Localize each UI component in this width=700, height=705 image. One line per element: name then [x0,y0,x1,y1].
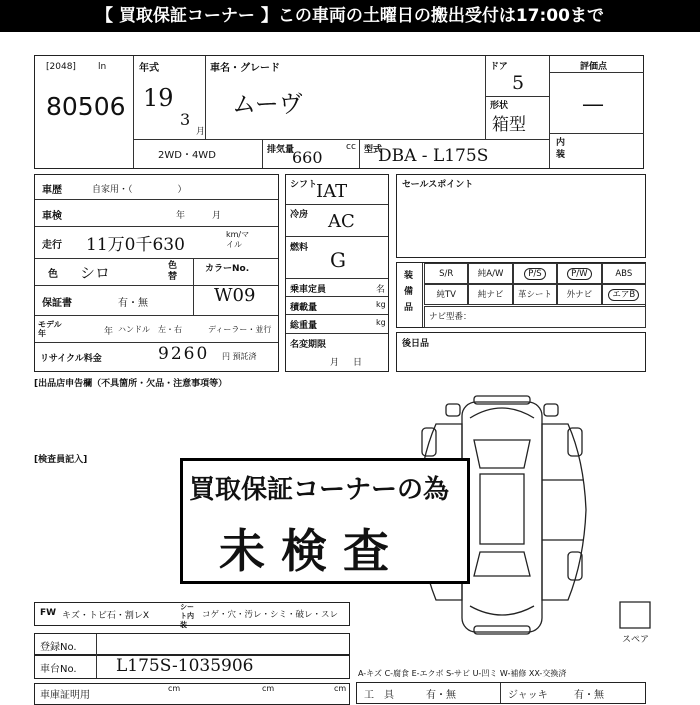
recycle-unit: 円 預託済 [222,352,257,361]
inspection-units: 年 月 [176,211,222,221]
cert-cm-3: cm [334,684,347,693]
displacement-label: 排気量 [267,145,295,155]
banner-notice: 【 買取保証コーナー 】この車両の土曜日の搬出受付は17:00まで [0,0,700,32]
lot-suffix: ln [98,62,107,72]
load-unit: kg [376,300,386,309]
navi-model-label: ナビ型番： [429,312,472,322]
recycle-value: 9260 [158,344,210,364]
sales-point-label: セールスポイント [402,180,474,190]
interior-label: 内装 [556,138,566,160]
mileage-label: 走行 [42,240,62,251]
equipment-label: 装備品 [404,271,414,313]
seat-label: シート内装 [180,603,194,629]
model-year-label: モデル年 [38,320,62,338]
car-body-outline [462,402,542,632]
dealer-label: ディーラー・並行 [208,325,272,334]
door-value: 5 [512,72,525,94]
colorno-value: W09 [214,285,256,306]
model-year-unit: 年 [104,327,114,337]
drive-label: 2WD・4WD [158,150,216,161]
transfer-label: 名変期限 [290,340,327,350]
year-label: 年式 [139,63,159,74]
month-unit: 月 [196,127,206,137]
chassis-label: 車台No. [40,664,77,675]
jack-label: ジャッキ [508,690,548,701]
front-bumper [474,396,530,404]
displacement-value: 660 [292,148,323,167]
tools-value: 有・無 [426,690,456,701]
warranty-value: 有・無 [118,298,148,309]
mileage-value: 11万0千630 [86,235,185,255]
car-hood [470,408,534,418]
equipment-item: 純TV [436,290,456,300]
cert-label: 車庫証明用 [40,690,90,701]
fuel-value: G [330,248,346,272]
door-label: ドア [490,62,508,72]
handle-label: ハンドル 左・右 [118,325,182,334]
equipment-item: 純A/W [477,269,504,279]
spare-tire-icon [620,602,650,628]
spare-label: スペア [622,635,650,645]
car-tailgate [470,606,534,615]
displacement-unit: cc [346,142,356,152]
model-value: DBA - L175S [378,146,489,166]
report-label: [出品店申告欄（不具箇所・欠品・注意事項等） [34,379,228,389]
equipment-item: 外ナビ [566,290,593,300]
car-name-value: ムーヴ [232,90,303,118]
rear-right-wheel [568,552,582,580]
car-right-side [542,424,586,600]
shape-label: 形状 [490,101,509,111]
later-items-label: 後日品 [402,339,430,349]
shift-label: シフト [290,180,318,190]
rear-bumper [474,626,530,634]
warranty-label: 保証書 [42,298,72,309]
chassis-value: L175S-1035906 [116,656,254,676]
shift-value: IAT [316,181,348,202]
color-value: シロ [80,264,111,282]
jack-value: 有・無 [574,690,604,701]
stamp-line-1: 買取保証コーナーの為 [189,475,450,505]
equipment-item: 純ナビ [477,290,504,300]
recycle-label: リサイクル料金 [40,354,102,364]
car-name-label: 車名・グレード [210,63,280,74]
transfer-unit: 月日 [330,358,377,368]
equipment-item: 革シート [517,290,552,300]
model-label: 型式 [364,145,383,155]
equipment-item: S/R [439,269,454,279]
weight-unit: kg [376,318,386,327]
car-windshield [474,440,530,468]
eval-label: 評価点 [580,62,608,72]
fw-label: FW [40,608,57,618]
color-change-label: 色替 [168,261,178,282]
tools-label: 工 具 [364,690,394,701]
equipment-item: P/W [567,268,591,280]
year-value: 19 [143,84,174,112]
seat-items: コゲ・穴・汚レ・シミ・破レ・スレ [202,610,339,620]
cert-cm-2: cm [262,684,275,693]
inspector-label: [検査員記入] [34,455,88,465]
capacity-unit: 名 [376,285,386,295]
eval-value: — [582,92,604,117]
registration-row [34,633,350,655]
equipment-item: エアB [608,289,639,301]
lot-number: 80506 [46,92,126,121]
left-mirror [446,404,460,416]
stamp-line-2: 未 検 査 [219,524,390,578]
shape-value: 箱型 [492,115,526,135]
car-rear-window [474,552,530,576]
cert-cm-1: cm [168,684,181,693]
month-value: 3 [180,110,191,129]
inspection-label: 車検 [42,211,62,222]
capacity-label: 乗車定員 [290,285,327,295]
equipment-item: P/S [524,268,545,280]
fw-items: キズ・トビ石・割レX [62,611,149,621]
right-mirror [544,404,558,416]
colorno-label: カラーNo. [205,264,250,274]
guarantee-stamp [180,458,470,584]
ac-value: AC [328,211,355,232]
load-label: 積載量 [290,303,318,313]
fuel-label: 燃料 [290,243,309,253]
history-value: 自家用・（ ） [92,185,187,195]
ac-label: 冷房 [290,210,309,220]
damage-legend: A-キズ C-腐食 E-エクボ S-サビ U-凹ミ W-補修 XX-交換済 [358,669,567,678]
bracket-code: [2048] [46,62,76,72]
mileage-unit: km/マイル [226,230,250,249]
registration-label: 登録No. [40,642,77,653]
car-roof [480,474,524,544]
history-label: 車歴 [42,185,62,196]
weight-label: 総重量 [290,321,318,331]
color-label: 色 [48,269,58,280]
equipment-item: ABS [615,269,633,279]
